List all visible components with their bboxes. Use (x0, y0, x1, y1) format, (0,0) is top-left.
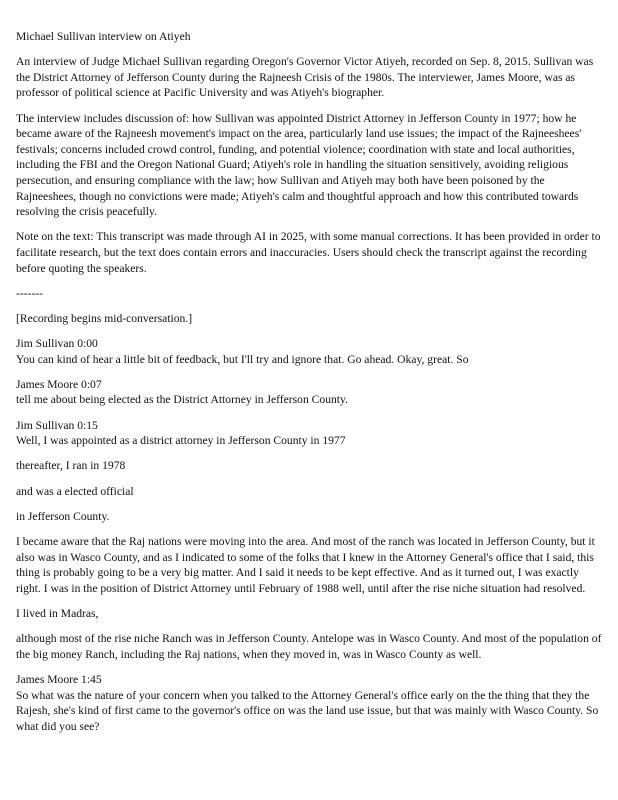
summary-paragraph: The interview includes discussion of: how Sullivan was appointed District Attorney in Jefferson County in 1977; how he became aware of the Rajneesh movement's impact on the area, particularly land use issues; the impact of the Rajneeshees' festivals; concerns included crowd control, funding, and potential violence; coordination with state and local authorities, including the FBI and the Oregon National Guard; Atiyeh's role in handling the situation sensitively, avoiding religious persecution, and ensuring compliance with the law; how Sullivan and Atiyeh may both have been poisoned by the Rajneeshees, though no convictions were made; Atiyeh's calm and thoughtful approach and how this contributed towards resolving the crisis peacefully. (16, 111, 582, 219)
transcript-paragraph: I became aware that the Raj nations were moving into the area. And most of the ranch was located in Jefferson County, but it also was in Wasco County, and as I indicated to some of the folks that I knew in the Attorney General's office that I said, this thing is probably going to be a very big matter. And I said it needs to be kept effective. And as it turned out, I was exactly right. I was in the position of District Attorney until February of 1988 well, until after the rise niche situation had resolved. (16, 534, 595, 595)
intro-paragraph: An interview of Judge Michael Sullivan regarding Oregon's Governor Victor Atiyeh, recorded on Sep. 8, 2015. Sullivan was the District Attorney of Jefferson County during the Rajneesh Crisis of the 1980s. The interviewer, James Moore, was as professor of political science at Pacific University and was Atiyeh's biographer. (16, 55, 594, 100)
transcript-paragraph: although most of the rise niche Ranch was in Jefferson County. Antelope was in Wasco County. And most of the population of the big money Ranch, including the Raj nations, when they moved in, was in Wasco County as well. (16, 632, 602, 661)
speaker-label: James Moore 0:07 (16, 377, 102, 391)
speaker-label: Jim Sullivan 0:00 (16, 337, 98, 351)
divider: ------- (16, 286, 44, 300)
transcript-entry (16, 418, 602, 663)
speaker-label: James Moore 1:45 (16, 672, 102, 686)
transcript-entry (16, 377, 602, 408)
transcript-paragraph: You can kind of hear a little bit of feedback, but I'll try and ignore that. Go ahead. Okay, great. So (16, 352, 469, 366)
transcript-paragraph: tell me about being elected as the District Attorney in Jefferson County. (16, 393, 348, 407)
transcript-paragraph: and was a elected official (16, 484, 134, 498)
transcript-entry (16, 336, 602, 367)
note-paragraph: Note on the text: This transcript was made through AI in 2025, with some manual corrections. It has been provided in order to facilitate research, but the text does contain errors and inaccuracies. Users should check the transcript against the recording before quoting the speakers. (16, 230, 601, 275)
transcript-entry (16, 672, 602, 734)
recording-note: [Recording begins mid-conversation.] (16, 311, 193, 325)
transcript-paragraph: So what was the nature of your concern when you talked to the Attorney General's office early on the the thing that they the Rajesh, she's kind of first came to the governor's office on was the land use issue, but that was mainly with Wasco County. So what did you see? (16, 688, 599, 733)
document-title: Michael Sullivan interview on Atiyeh (16, 30, 191, 43)
speaker-label: Jim Sullivan 0:15 (16, 418, 98, 432)
transcript-paragraph: I lived in Madras, (16, 606, 99, 620)
transcript-paragraph: thereafter, I ran in 1978 (16, 459, 126, 473)
transcript-paragraph: in Jefferson County. (16, 509, 110, 523)
transcript-paragraph: Well, I was appointed as a district attorney in Jefferson County in 1977 (16, 434, 346, 448)
